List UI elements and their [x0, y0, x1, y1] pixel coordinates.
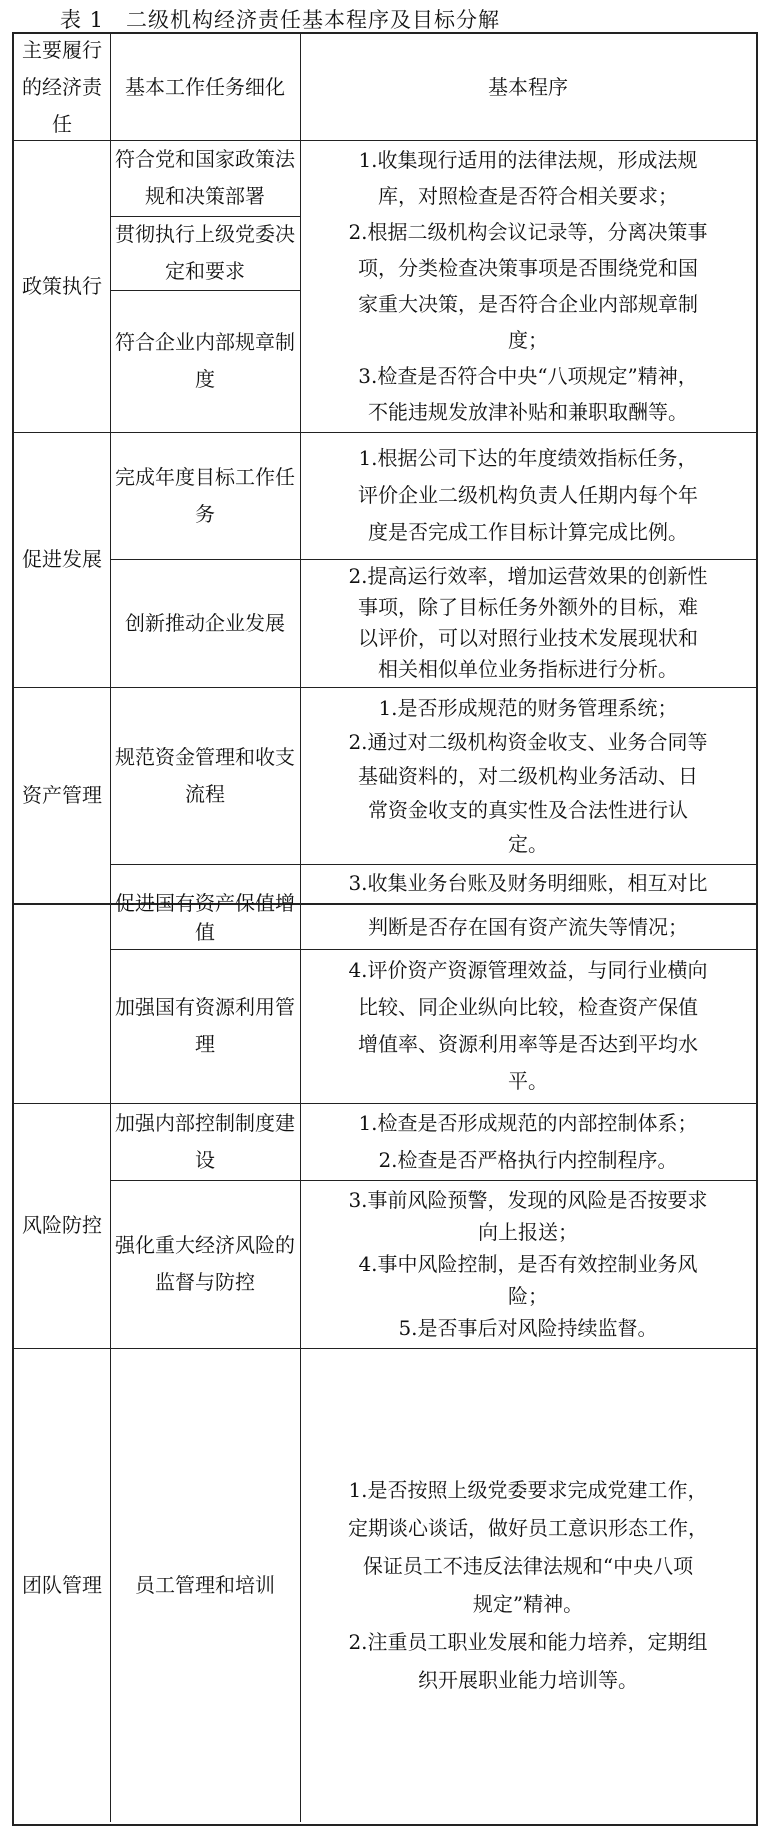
- procedure-team: 1.是否按照上级党委要求完成党建工作， 定期谈心谈话，做好员工意识形态工作， 保证员工不违反法律法规和“中央八项 规定”精神。 2.注重员工职业发展和能力培养，定期组 织开展职业能力培训等。: [348, 1478, 708, 1692]
- procedure-policy: 1.收集现行适用的法律法规，形成法规 库，对照检查是否符合相关要求； 2.根据二级机构会议记录等，分离决策事 项，分类检查决策事项是否围绕党和国 家重大决策，是否符合企业内部规章制 度； 3.检查是否符合中央“八项规定”精神， 不能违规发放津补贴和兼职取酬等。: [348, 148, 708, 424]
- task-risk-1: 加强内部控制制度建 设: [115, 1110, 295, 1172]
- task-risk-2: 强化重大经济风险的 监督与防控: [115, 1233, 295, 1294]
- procedure-assets-1: 1.是否形成规范的财务管理系统； 2.通过对二级机构资金收支、业务合同等 基础资料的，对二级机构业务活动、日 常资金收支的真实性及合法性进行认 定。: [348, 695, 708, 856]
- procedure-assets-2-bottom: 判断是否存在国有资产流失等情况；: [368, 914, 688, 939]
- header-responsibility: 主要履行 的经济责 任: [22, 37, 102, 136]
- task-assets-1: 规范资金管理和收支 流程: [115, 744, 295, 806]
- category-team: 团队管理: [22, 1572, 102, 1597]
- task-policy-2: 贯彻执行上级党委决 定和要求: [115, 222, 295, 283]
- category-development: 促进发展: [22, 547, 102, 571]
- header-task: 基本工作任务细化: [125, 74, 285, 99]
- procedure-risk-1: 1.检查是否形成规范的内部控制体系； 2.检查是否严格执行内控制程序。: [358, 1110, 698, 1172]
- table-part-1: [12, 32, 758, 905]
- category-risk: 风险防控: [22, 1213, 102, 1237]
- table-part-2: [12, 905, 758, 1826]
- procedure-development-2: 2.提高运行效率，增加运营效果的创新性 事项，除了目标任务外额外的目标，难 以评价，可以对照行业技术发展现状和 相关相似单位业务指标进行分析。: [348, 564, 708, 681]
- category-assets: 资产管理: [22, 782, 102, 807]
- task-policy-3: 符合企业内部规章制 度: [115, 330, 295, 391]
- task-assets-2: 值: [195, 919, 215, 944]
- task-policy-1: 符合党和国家政策法 规和决策部署: [115, 147, 295, 208]
- procedure-assets-3: 4.评价资产资源管理效益，与同行业横向 比较、同企业纵向比较，检查资产保值 增值率、资源利用率等是否达到平均水 平。: [348, 958, 708, 1093]
- task-assets-3: 加强国有资源利用管 理: [115, 995, 295, 1056]
- procedure-assets-2-top: 3.收集业务台账及财务明细账，相互对比: [348, 871, 708, 895]
- task-team: 员工管理和培训: [135, 1572, 275, 1597]
- procedure-risk-2: 3.事前风险预警，发现的风险是否按要求 向上报送； 4.事中风险控制，是否有效控制业务风 险； 5.是否事后对风险持续监督。: [348, 1188, 708, 1340]
- table-caption: 表 1 二级机构经济责任基本程序及目标分解: [60, 8, 501, 32]
- category-policy: 政策执行: [22, 273, 102, 298]
- procedure-development-1: 1.根据公司下达的年度绩效指标任务， 评价企业二级机构负责人任期内每个年 度是否完成工作目标计算完成比例。: [358, 446, 698, 544]
- header-procedure: 基本程序: [488, 74, 568, 99]
- task-development-2: 创新推动企业发展: [125, 610, 285, 635]
- task-assets-2-line1: 促进国有资产保值增: [115, 891, 295, 915]
- task-development-1: 完成年度目标工作任 务: [115, 464, 295, 526]
